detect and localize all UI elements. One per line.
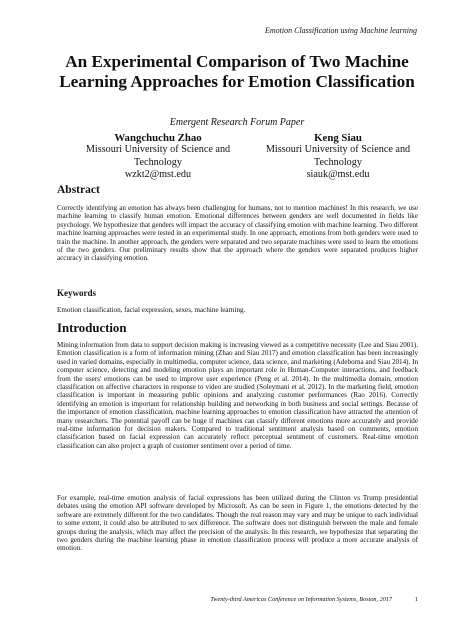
page-footer: Twenty-third Americas Conference on Information Systems, Boston, 2017 xyxy=(210,596,392,603)
author-name: Keng Siau xyxy=(314,132,362,144)
author-affiliation: Missouri University of Science and Technology xyxy=(85,144,231,168)
introduction-heading: Introduction xyxy=(57,321,127,335)
paper-subtitle: Emergent Research Forum Paper xyxy=(169,117,305,128)
introduction-paragraph-1: Mining information from data to support decision making is increasing viewed as a competitive necessity (Lee and Siau 2001). Emotion classification is a form of information mining (Zhao and Siau 2017) and emotion classification has been increasingly used in varied domains, especially in multimedia, computer science, data science, and marketing (Adeborna and Siau 2014). In computer science, detecting and modeling emotion plays an important role in Human-Computer interactions, and feedback from the users' emotions can be used to improve user experience (Peng et al. 2014). In the multimedia domain, emotion classification on affective characters in response to video are studied (Soleymani et al. 2012). In the marketing field, emotion classification is important in measuring public opinions and analyzing customer performances (Rao 2016). Correctly identifying an emotion is important for relationship building and networking in both business and social settings. Because of the importance of emotion classification, machine learning approaches to emotion classification have attracted the attention of many researchers. The potential payoff can be huge if machines can classify different emotions more accurately and provide real-time information for decision makers. Compared to traditional sentiment analysis based on comments, emotion classification based on facial expression can accurately reflect perceptual sentiment of customers. Real-time emotion classification can also project a graph of customer sentiment over a period of time. xyxy=(57,341,418,450)
author-block-1 xyxy=(68,132,248,181)
keywords-heading: Keywords xyxy=(57,288,96,298)
keywords-text: Emotion classification, facial expression, sexes, machine learning. xyxy=(57,306,246,314)
author-email: wzkt2@mst.edu xyxy=(124,168,192,180)
author-name: Wangchuchu Zhao xyxy=(114,132,202,144)
author-affiliation: Missouri University of Science and Technology xyxy=(265,144,411,168)
author-block-2 xyxy=(248,132,428,181)
paper-title: An Experimental Comparison of Two Machine Learning Approaches for Emotion Classification xyxy=(59,52,415,91)
page-number: 1 xyxy=(414,596,418,603)
introduction-paragraph-2: For example, real-time emotion analysis of facial expressions has been utilized during the Clinton vs Trump presidential debates using the emotion API software developed by Microsoft. As can be seen in Figure 1, the emotions detected by the software are extremely different for the two candidates. Though the real reason may vary and may be unique to each individual to some extent, it could also be attributed to sex difference. The software does not distinguish between the male and female groups during the analysis, which may affect the precision of the analysis. In this research, we hypothesize that separating the two genders during the machine learning phase in emotion classification process will produce a more accurate analysis of emotion. xyxy=(57,494,418,553)
abstract-text: Correctly identifying an emotion has always been challenging for humans, not to mention machines! In this research, we use machine learning to classify human emotion. Emotional differences between genders are well documented in fields like psychology. We hypothesize that genders will impact the accuracy of classifying emotion with machine learning. Two different machine learning approaches were tested in an experimental study. In one approach, emotions from both genders were used to train the machine. In another approach, the genders were separated and two separate machines were used to learn the emotions of the two genders. Our preliminary results show that the approach where the genders were separated produces higher accuracy in classifying emotion. xyxy=(57,204,418,263)
author-email: siauk@mst.edu xyxy=(306,168,370,180)
running-head: Emotion Classification using Machine learning xyxy=(265,26,417,35)
abstract-heading: Abstract xyxy=(57,184,100,196)
